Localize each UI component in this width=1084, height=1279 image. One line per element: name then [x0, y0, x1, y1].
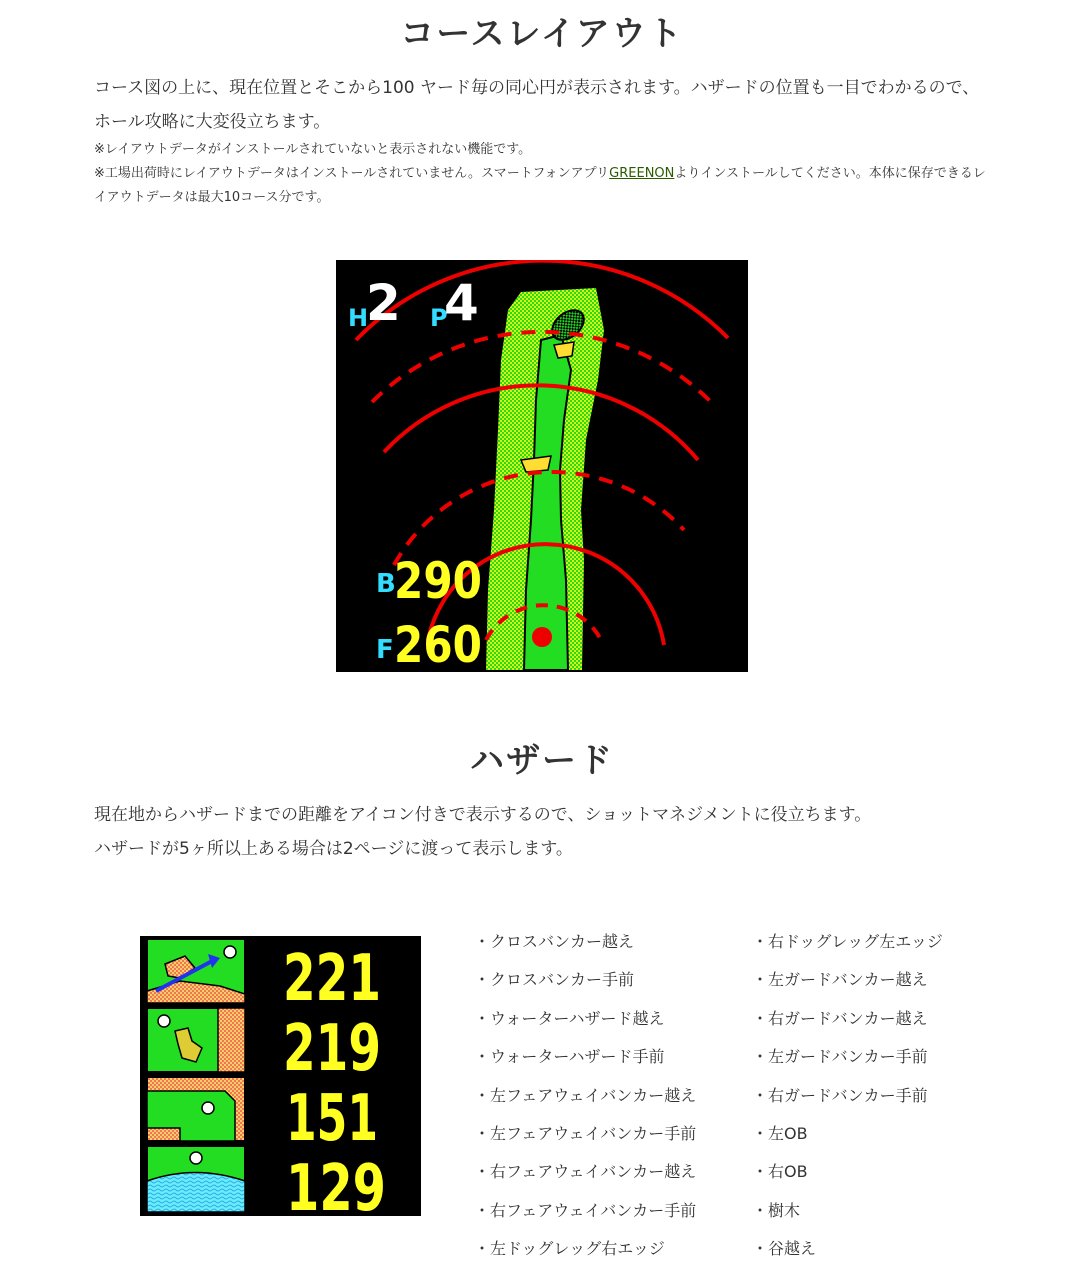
hazard-title: ハザード [470, 741, 614, 781]
list-item: ・右フェアウェイバンカー越え [474, 1162, 697, 1182]
dogleg-edge-icon [147, 1077, 245, 1141]
hazard-distance-2: 219 [283, 1012, 381, 1086]
list-item: ・谷越え [752, 1239, 817, 1259]
front-label: F [376, 635, 394, 665]
list-item: ・ウォーターハザード越え [474, 1008, 665, 1028]
hazard-distance-1: 221 [283, 942, 381, 1016]
hazard-type-list-right [752, 923, 943, 1269]
water-hazard-icon [147, 1146, 245, 1212]
cross-bunker-carry-icon [147, 939, 245, 1003]
list-item: ・左ガードバンカー手前 [752, 1047, 928, 1067]
list-item: ・クロスバンカー手前 [474, 970, 635, 990]
list-item: ・クロスバンカー越え [474, 932, 635, 951]
course-layout-screen [336, 260, 748, 672]
back-distance: 290 [394, 552, 482, 610]
list-item: ・右OB [752, 1162, 808, 1182]
course-layout-description: コース図の上に、現在位置とそこから100 ヤード毎の同心円が表示されます。ハザードの位置も一目でわかるので、ホール攻略に大変役立ちます。 [94, 78, 980, 132]
course-layout-note-2 [94, 162, 994, 210]
front-distance: 260 [394, 616, 482, 672]
hazard-description-line-2: ハザードが5ヶ所以上ある場合は2ページに渡って表示します。 [94, 839, 573, 859]
hazard-graphic [140, 936, 421, 1216]
hazard-type-list-left [474, 923, 696, 1269]
list-item: ・樹木 [752, 1200, 801, 1220]
course-layout-note-1: ※レイアウトデータがインストールされていないと表示されない機能です。 [94, 142, 532, 157]
list-item: ・左OB [752, 1123, 808, 1143]
list-item: ・右ドッグレッグ左エッジ [752, 932, 943, 951]
hole-label: H [348, 304, 369, 332]
course-layout-title: コースレイアウト [400, 14, 684, 54]
list-item: ・右ガードバンカー手前 [752, 1085, 928, 1105]
back-label: B [376, 569, 396, 599]
list-item: ・ウォーターハザード手前 [474, 1047, 665, 1067]
bunker-1 [554, 342, 574, 358]
hole-value: 2 [366, 274, 401, 332]
hazard-distance-3: 151 [286, 1082, 378, 1156]
note-2-text-before: ※工場出荷時にレイアウトデータはインストールされていません。スマートフォンアプリ [94, 166, 610, 181]
par-value: 4 [444, 274, 479, 332]
list-item: ・左フェアウェイバンカー手前 [474, 1123, 697, 1143]
fairway-bunker-icon [147, 1008, 245, 1072]
greenon-link[interactable]: GREENON [609, 166, 675, 181]
current-position-marker [532, 627, 552, 647]
list-item: ・左フェアウェイバンカー越え [474, 1085, 697, 1105]
list-item: ・左ガードバンカー越え [752, 970, 928, 990]
par-label: P [430, 304, 448, 332]
course-map-graphic [336, 260, 748, 672]
list-item: ・右ガードバンカー越え [752, 1008, 928, 1028]
hazard-distance-4: 129 [286, 1152, 386, 1216]
hazard-screen [140, 936, 421, 1216]
note-2-text-after: よりインストールしてください。本体に保存できるレイアウトデータは最大10コース分です。 [94, 166, 986, 205]
list-item: ・左ドッグレッグ右エッジ [474, 1239, 665, 1259]
list-item: ・右フェアウェイバンカー手前 [474, 1200, 697, 1220]
hazard-description-line-1: 現在地からハザードまでの距離をアイコン付きで表示するので、ショットマネジメントに役立ちます。 [94, 805, 872, 825]
